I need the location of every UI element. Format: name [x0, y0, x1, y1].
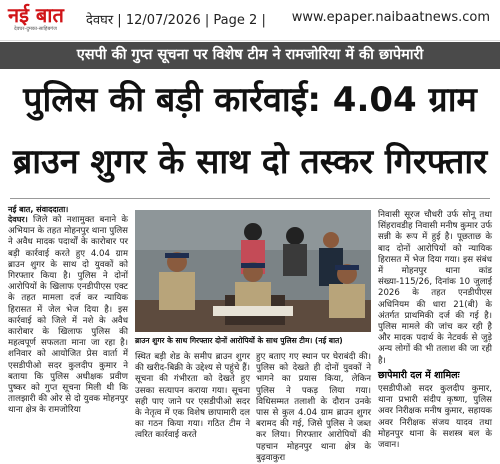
- column-text: जिले को नशामुक्त बनाने के अभियान के तहत मोहनपुर थाना पुलिस ने अवैध मादक पदार्थों के कारोबार पर बड़ी कार्रवाई करते हुए 4.04 ग्राम ब्राउन शुगर के साथ दो युवकों को गिरफ्तार किया है। पुलिस ने दोनों आरोपियों के खिलाफ एनडीपीएस एक्ट के तहत मामला दर्ज कर न्यायिक हिरासत में जेल भेज दिया है। इस कार्रवाई को जिले में नशे के अवैध कारोबार के खिलाफ पुलिस की महत्वपूर्ण सफलता माना जा रहा है। शनिवार को आयोजित प्रेस वार्ता में एसडीपीओ सदर कुलदीप कुमार ने बताया कि पुलिस अधीक्षक प्रवीण पुष्कर को गुप्त सूचना मिली थी कि तालझारी की ओर से दो युवक मोहनपुर थाना क्षेत्र के रामजोरिया: [8, 215, 129, 416]
- separator: |: [117, 13, 122, 28]
- edition-info: [86, 10, 266, 28]
- separator: |: [204, 13, 210, 28]
- website-link[interactable]: www.epaper.naibaatnews.com: [291, 10, 490, 25]
- strap-headline: एसपी की गुप्त सूचना पर विशेष टीम ने रामजोरिया में की छापेमारी: [0, 42, 500, 69]
- newspaper-logo[interactable]: [8, 4, 76, 34]
- byline: नई बात, संवाददाता।: [8, 205, 69, 214]
- article-column-3: हुए बताए गए स्थान पर घेराबंदी की। पुलिस को देखते ही दोनों युवकों ने भागने का प्रयास किया, लेकिन पुलिस ने पकड़ लिया गया। विधिसम्मत तलाशी के दौरान उनके पास से कुल 4.04 ग्राम ब्राउन शुगर बरामद की गई, जिसे पुलिस ने जब्त कर लिया। गिरफ्तार आरोपियों की पहचान मोहनपुर थाना क्षेत्र के बुढ़वाकुरा: [256, 352, 371, 463]
- headline-line-2: ब्राउन शुगर के साथ दो तस्कर गिरफ्तार: [12, 142, 488, 182]
- dateline: देवघर।: [8, 215, 28, 224]
- page-number: Page 2: [213, 13, 258, 28]
- raid-team-subhead: छापेमारी दल में शामिलः: [378, 370, 460, 381]
- article-column-1: [8, 214, 128, 417]
- separator: |: [261, 13, 266, 28]
- edition-date: 12/07/2026: [125, 13, 201, 28]
- logo-text: नई बात: [8, 3, 64, 27]
- article-column-right: निवासी सूरज चौधरी उर्फ सोनू तथा सिंहरावडीह निवासी मनीष कुमार उर्फ सन्नी के रूप में हुई है। पूछताछ के बाद दोनों आरोपियों को न्यायिक हिरासत में भेज दिया गया। इस संबंध में मोहनपुर थाना कांड संख्या-115/26, दिनांक 10 जुलाई 2026 के तहत एनडीपीएस अधिनियम की धारा 21(बी) के अंतर्गत प्राथमिकी दर्ज की गई है। पुलिस मामले की जांच कर रही है और मादक पदार्थ के नेटवर्क से जुड़े अन्य लोगों की भी तलाश की जा रही है।: [378, 210, 492, 366]
- masthead-bar: [0, 0, 500, 41]
- divider: [10, 198, 490, 199]
- logo-tagline: देवघर-दुमका-साहिबगंज: [14, 26, 57, 32]
- police-team-photo: [135, 210, 371, 332]
- article-column-2: स्थित बड़ी शेड के समीप ब्राउन शुगर की खरीद-बिक्री के उद्देश्य से पहुंचे हैं। सूचना की गंभीरता को देखते हुए उसका सत्यापन कराया गया। सूचना सही पाए जाने पर एसडीपीओ सदर के नेतृत्व में एक विशेष छापामारी दल का गठन किया गया। गठित टीम ने त्वरित कार्रवाई करते: [135, 352, 250, 441]
- caption-text: ब्राउन शुगर के साथ गिरफ्तार दोनों आरोपियों के साथ पुलिस टीम।: [135, 336, 313, 345]
- raid-team-list: एसडीपीओ सदर कुलदीप कुमार, थाना प्रभारी संदीप कृष्णा, पुलिस अवर निरीक्षक मनीष कुमार, सहायक अवर निरीक्षक संजय यादव तथा मोहनपुर थाना के सशस्त्र बल के जवान।: [378, 384, 492, 451]
- photo-credit: (नई बात): [314, 336, 343, 345]
- edition-city: देवघर: [86, 13, 114, 28]
- photo-caption: [135, 334, 371, 348]
- headline-line-1: पुलिस की बड़ी कार्रवाई: 4.04 ग्राम: [23, 80, 477, 120]
- news-photo[interactable]: [135, 210, 371, 332]
